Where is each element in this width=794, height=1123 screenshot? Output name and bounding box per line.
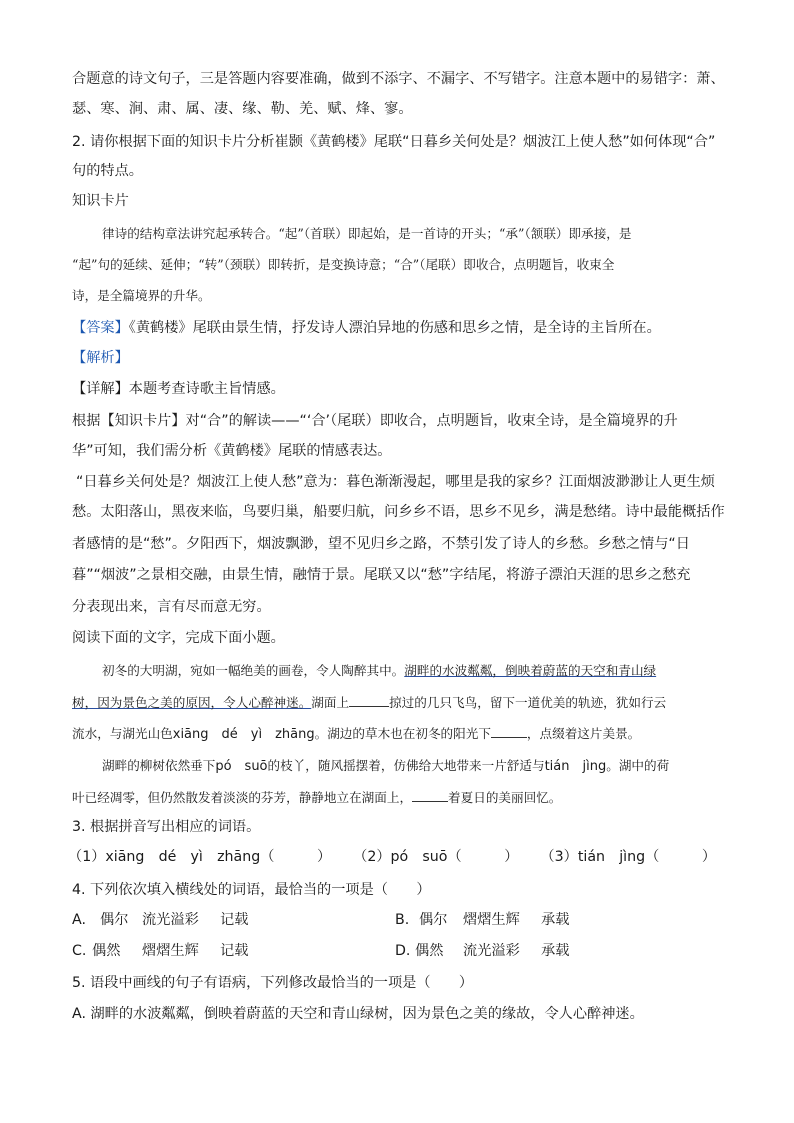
option-c-word-3: 记载: [220, 943, 249, 959]
knowledge-card-line-3: 诗，是全篇境界的升华。: [72, 288, 211, 303]
detail-line-1: 【详解】本题考查诗歌主旨情感。: [72, 381, 285, 397]
question-3-title: 3. 根据拼音写出相应的词语。: [72, 819, 261, 835]
passage-1-text-d: 流水，与湖光山色: [72, 726, 173, 741]
passage-1-line-1: [102, 661, 656, 681]
fill-blank-2[interactable]: [491, 723, 527, 738]
option-d[interactable]: [395, 941, 569, 961]
passage-2-text-b: 的枝丫，随风摇摆着，仿佛给大地带来一片舒适与: [267, 758, 545, 773]
option-d-word-3: 承载: [541, 943, 570, 959]
option-d-letter: D.: [395, 943, 411, 959]
option-d-word-2: 流光溢彩: [463, 943, 520, 959]
passage-2-line-2: [72, 787, 561, 808]
detail-line-6: 者感情的是“愁”。夕阳西下，烟波飘渺，望不见归乡之路，不禁引发了诗人的乡愁。乡愁之情与“日: [72, 536, 690, 552]
passage-1-line-3: [72, 723, 640, 745]
q3-item-3: （3）tián jìng（ ）: [540, 849, 717, 865]
q5-option-a[interactable]: A. 湖畔的水波粼粼，倒映着蔚蓝的天空和青山绿树，因为景色之美的缘故，令人心醉神迷。: [72, 1006, 644, 1022]
detail-line-8: 分表现出来，言有尽而意无穷。: [72, 599, 271, 615]
option-c-letter: C.: [72, 943, 87, 959]
pinyin-3: tián jìng: [544, 759, 607, 774]
option-a-word-2: 流光溢彩: [142, 912, 199, 928]
passage-1-text-e: 。湖边的草木也在初冬的阳光下: [314, 726, 491, 741]
detail-line-7: 暮”“烟波”之景相交融，由景生情，融情于景。尾联又以“愁”字结尾，将游子漂泊天涯的思乡之愁充: [72, 567, 691, 583]
reading-instruction: 阅读下面的文字，完成下面小题。: [72, 630, 285, 646]
detail-line-2: 根据【知识卡片】对“合”的解读——“‘合’（尾联）即收合，点明题旨，收束全诗，是全篇境界的升: [72, 413, 678, 429]
intro-line-2: 瑟、寒、涧、肃、属、凄、缘、勒、羌、赋、烽、寥。: [72, 101, 413, 117]
passage-2-text-c: 。湖中的荷: [606, 758, 670, 773]
detail-line-4: “日暮乡关何处是？烟波江上使人愁”意为：暮色渐渐漫起，哪里是我的家乡？江面烟波渺渺让人更生烦: [76, 474, 715, 490]
fill-blank-3[interactable]: [412, 787, 448, 802]
pinyin-2: pó suō: [215, 759, 268, 774]
option-b-word-2: 熠熠生辉: [463, 912, 520, 928]
answer-line: [72, 318, 661, 338]
option-c-word-2: 熠熠生辉: [142, 943, 199, 959]
knowledge-card-line-2: “起”句的延续、延伸；“转”（颈联）即转折，是变换诗意；“合”（尾联）即收合，点明题旨，收束全: [72, 257, 615, 272]
knowledge-card-line-1: 律诗的结构章法讲究起承转合。“起”（首联）即起始，是一首诗的开头；“承”（颔联）即承接，是: [102, 226, 632, 241]
option-c-word-1: 偶然: [92, 943, 121, 959]
question-4-title: 4. 下列依次填入横线处的词语，最恰当的一项是（ ）: [72, 882, 431, 898]
option-a-word-1: 偶尔: [100, 912, 129, 928]
intro-line-1: 合题意的诗文句子，三是答题内容要准确，做到不添字、不漏字、不写错字。注意本题中的易错字：萧、: [72, 71, 725, 87]
analysis-tag: 【解析】: [72, 350, 129, 366]
passage-2-text-e: 着夏日的美丽回忆。: [448, 790, 562, 805]
option-d-word-1: 偶然: [415, 943, 444, 959]
option-b-letter: B.: [395, 912, 410, 928]
q3-item-2: （2）pó suō（ ）: [353, 849, 519, 865]
fill-blank-1[interactable]: [349, 692, 389, 707]
passage-2-line-1: [102, 756, 669, 777]
option-a[interactable]: [72, 910, 248, 930]
passage-1-line-2: [72, 692, 666, 713]
question-2-line-1: 2. 请你根据下面的知识卡片分析崔颢《黄鹤楼》尾联“日暮乡关何处是？烟波江上使人愁”如何体现“合”: [72, 134, 716, 150]
passage-1-text-f: ，点缀着这片美景。: [526, 726, 641, 741]
passage-1-text-b: 湖面上: [311, 695, 350, 710]
question-5-title: 5. 语段中画线的句子有语病，下列修改最恰当的一项是（ ）: [72, 975, 474, 991]
passage-1-text-c: 掠过的几只飞鸟，留下一道优美的轨迹，犹如行云: [389, 695, 667, 710]
option-a-word-3: 记载: [220, 912, 249, 928]
answer-tag: 【答案】: [72, 320, 129, 336]
answer-text: 《黄鹤楼》尾联由景生情，抒发诗人漂泊异地的伤感和思乡之情，是全诗的主旨所在。: [128, 320, 661, 336]
q3-item-1: （1）xiāng dé yì zhāng（ ）: [68, 849, 332, 865]
knowledge-card-title: 知识卡片: [72, 193, 129, 209]
passage-1-text-a: 初冬的大明湖，宛如一幅绝美的画卷，令人陶醉其中。: [102, 663, 405, 678]
passage-2-text-a: 湖畔的柳树依然垂下: [102, 758, 216, 773]
option-c[interactable]: [72, 941, 248, 961]
underlined-sentence-part-2: 树，因为景色之美的原因，令人心醉神迷。: [72, 695, 312, 710]
pinyin-1: xiāng dé yì zhāng: [172, 727, 315, 742]
detail-line-3: 华”可知，我们需分析《黄鹤楼》尾联的情感表达。: [72, 443, 392, 459]
passage-2-text-d: 叶已经凋零，但仍然散发着淡淡的芬芳，静静地立在湖面上，: [72, 790, 413, 805]
option-a-letter: A.: [72, 912, 86, 928]
question-2-line-2: 句的特点。: [72, 163, 143, 179]
detail-line-5: 愁。太阳落山，黑夜来临，鸟要归巢，船要归航，问乡乡不语，思乡不见乡，满是愁绪。诗中最能概括作: [72, 504, 725, 520]
option-b-word-3: 承载: [541, 912, 570, 928]
question-3-items: [68, 847, 716, 867]
underlined-sentence-part-1: 湖畔的水波粼粼，倒映着蔚蓝的天空和青山绿: [404, 663, 657, 678]
option-b-word-1: 偶尔: [419, 912, 448, 928]
option-b[interactable]: [395, 910, 569, 930]
